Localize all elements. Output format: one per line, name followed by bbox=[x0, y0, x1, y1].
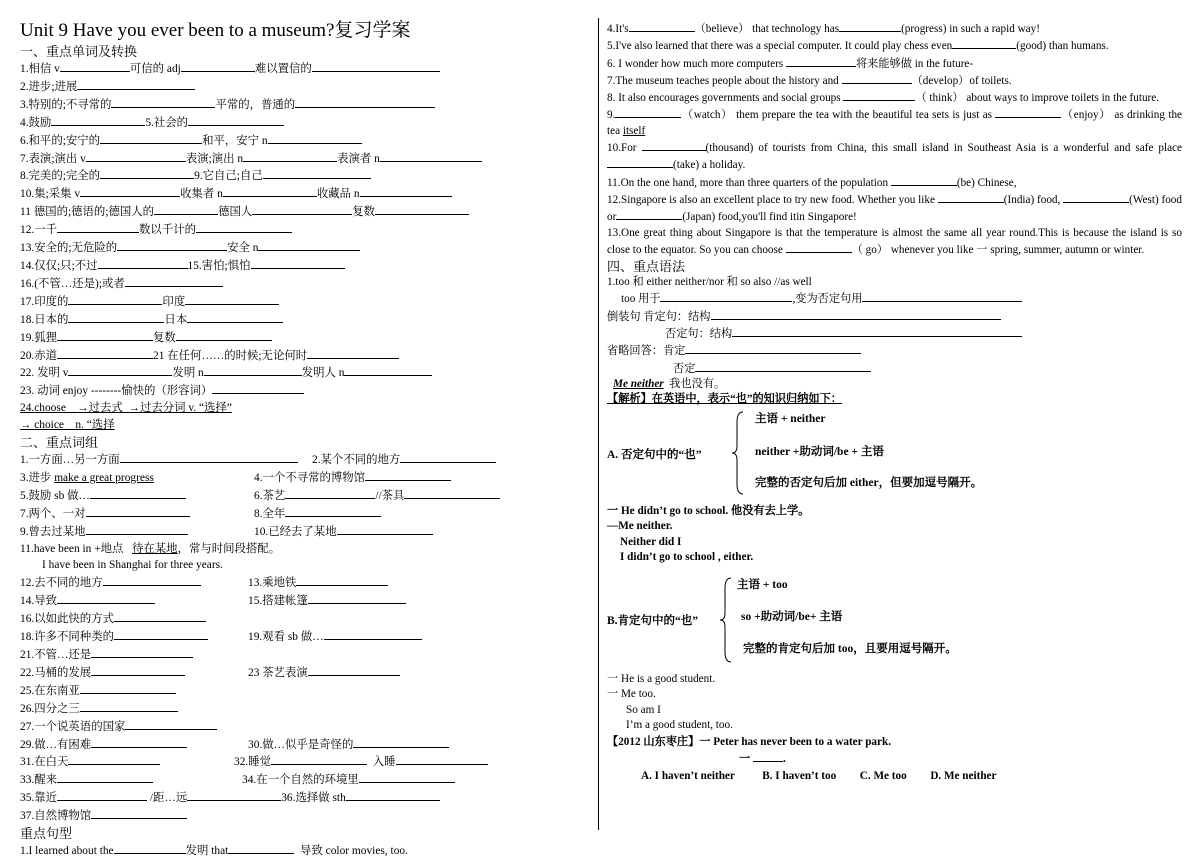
phrase-31: 31.在白天 bbox=[20, 756, 69, 769]
blank[interactable] bbox=[629, 20, 695, 32]
blank[interactable] bbox=[1063, 191, 1129, 203]
phrase-7: 7.两个、一对 bbox=[20, 507, 86, 520]
blank[interactable] bbox=[344, 364, 432, 376]
vocab-4: 4.鼓励 bbox=[20, 116, 52, 129]
blank[interactable] bbox=[204, 364, 302, 376]
blank[interactable] bbox=[711, 308, 1001, 320]
blank[interactable] bbox=[607, 156, 673, 168]
phrase-11: 11.have been in +地点 bbox=[20, 542, 124, 555]
blank[interactable] bbox=[685, 342, 861, 354]
blank[interactable] bbox=[380, 150, 482, 162]
vocab-20: 20.赤道 bbox=[20, 349, 58, 362]
blank[interactable] bbox=[337, 523, 433, 535]
neg-rule-3: 完整的否定句后加 either，但要加逗号隔开。 bbox=[755, 476, 983, 489]
blank[interactable] bbox=[100, 132, 202, 144]
blank[interactable] bbox=[91, 646, 193, 658]
grammar-inversion-negative: 否定句：结构 bbox=[665, 328, 733, 341]
phrase-34: 34.在一个自然的环境里 bbox=[242, 774, 359, 787]
blank[interactable] bbox=[842, 72, 912, 84]
blank[interactable] bbox=[80, 682, 176, 694]
section-a-block bbox=[607, 408, 1182, 502]
grammar-short-answer-positive: 省略回答：肯定 bbox=[607, 345, 686, 358]
blank[interactable] bbox=[312, 60, 440, 72]
sentence-9: 9. bbox=[607, 109, 616, 122]
vocab-16: 16.(不管…还是);或者 bbox=[20, 277, 125, 290]
blank[interactable] bbox=[77, 78, 195, 90]
blank[interactable] bbox=[68, 311, 164, 323]
sentence-10: 10.For bbox=[607, 142, 637, 155]
phrase-27: 27.一个说英语的国家 bbox=[20, 720, 126, 733]
phrase-6: 6.茶艺 bbox=[254, 489, 286, 502]
vocab-18: 18.日本的 bbox=[20, 313, 69, 326]
vocab-10: 10.集;采集 v bbox=[20, 188, 81, 201]
blank[interactable] bbox=[154, 203, 218, 215]
section-2-heading: 二、重点词组 bbox=[20, 435, 99, 451]
blank[interactable] bbox=[295, 96, 435, 108]
blank[interactable] bbox=[695, 360, 871, 372]
exam-question: 【2012 山东枣庄】一 Peter has never been to a water park. bbox=[607, 735, 892, 748]
phrase-16: 16.以如此快的方式 bbox=[20, 613, 114, 626]
blank[interactable] bbox=[251, 257, 345, 269]
blank[interactable] bbox=[360, 185, 452, 197]
blank[interactable] bbox=[98, 257, 188, 269]
pos-rule-2: so +助动词/be+ 主语 bbox=[741, 610, 843, 623]
sentence-6: 6. I wonder how much more computers bbox=[607, 57, 784, 70]
vocab-6: 6.和平的;安宁的 bbox=[20, 134, 101, 147]
blank[interactable] bbox=[400, 451, 496, 463]
neg-rule-2: neither +助动词/be + 主语 bbox=[755, 445, 884, 458]
blank[interactable] bbox=[786, 55, 856, 67]
phrase-2: 2.某个不同的地方 bbox=[312, 454, 401, 467]
brace-icon bbox=[731, 410, 745, 496]
sentence-5: 5.I've also learned that there was a special computer. It could play chess even bbox=[607, 40, 953, 53]
blank[interactable] bbox=[114, 610, 206, 622]
blank[interactable] bbox=[68, 293, 162, 305]
blank[interactable] bbox=[181, 60, 255, 72]
phrase-14: 14.导致 bbox=[20, 595, 58, 608]
blank[interactable] bbox=[86, 150, 186, 162]
pos-example-1: 一 He is a good student. bbox=[607, 672, 716, 685]
blank[interactable] bbox=[176, 329, 272, 341]
blank[interactable] bbox=[120, 451, 298, 463]
left-column: Unit 9 Have you ever been to a museum?复习学案 一、重点单词及转换 1.相信 v 可信的 adj 难以置信的 2.进步;进展 3.特别的;不寻常的 平常的，普通的 4.鼓励 5.社会的 6.和平的;安宁的 和平，安宁 n 7.表演;演出 v 表演;演出 n 表演者 n 8.完美的;完全的 9.它自己;自己 10.集;采集 v 收集者 n 收藏品 n 11 德国的;德语的;德国人的 德国人 复数 12.一千 数以千计的 13.安全的;无危险的 安全 n 14.仅仅;只;不过 15.害怕;惧怕 16.(不管…还是);或者 17.印度的 印度 18.日本的 日本 19.狐狸 复数 20.赤道 21 在任何……的时候;无论何时 22. 发明 v 发明 n 发明人 n 23. 动词 enjoy --------愉快的（形容词） 24.choose →过去式 →过去分词 v. “选择” → choice n. “选择 二、重点词组 1.一方面…另一方面 2.某个不同的地方 3.进步 make a great progress 4.一个不寻常的博物馆 5.鼓励 sb 做… 6.茶艺 //茶具 7.两个、一对 8.全年 9.曾去过某地 10.已经去了某地 11.have been in +地点 待在某地，常与时间段搭配。 I have been in Shanghai for three years. 12.去不同的地方 13.乘地铁 14.导致 15.搭建帐篷 16.以如此快的方式 18.许多不同种类的 19.观看 sb 做… 21.不管…还是 22.马桶的发展 23 茶艺表演 25.在东南亚 26.四分之三 27.一个说英语的国家 29.做…有困难 30.做…似乎是奇怪的 31.在白天 32.睡觉 入睡 33.醒来 34.在一个自然的环境里 35.靠近 /距…远 36.选择做 sth 37.自然博物馆 重点句型 1.I learned about the 发明 that 导致 color movies, too. bbox=[20, 0, 590, 860]
me-neither: Me neither bbox=[613, 377, 664, 390]
blank[interactable] bbox=[114, 842, 186, 854]
section-4-heading: 四、重点语法 bbox=[607, 259, 686, 275]
section-a-label: A. 否定句中的“也” bbox=[607, 448, 702, 461]
pos-rule-1: 主语 + too bbox=[737, 578, 788, 591]
phrase-3: 3.进步 bbox=[20, 471, 52, 484]
blank[interactable] bbox=[57, 329, 153, 341]
vocab-24b: → choice bbox=[20, 419, 64, 432]
phrase-10: 10.已经去了某地 bbox=[254, 525, 337, 538]
vocab-1: 1.相信 v bbox=[20, 63, 60, 75]
answer-blank[interactable] bbox=[753, 750, 783, 762]
blank[interactable] bbox=[57, 771, 153, 783]
blank[interactable] bbox=[862, 290, 1022, 302]
blank[interactable] bbox=[57, 592, 155, 604]
brace-icon bbox=[719, 576, 733, 664]
vocab-22: 22. 发明 v bbox=[20, 367, 69, 380]
blank[interactable] bbox=[396, 753, 488, 765]
sentence-8: 8. It also encourages governments and social groups bbox=[607, 92, 841, 105]
blank[interactable] bbox=[660, 290, 792, 302]
blank[interactable] bbox=[60, 60, 130, 72]
phrase-4: 4.一个不寻常的博物馆 bbox=[254, 471, 366, 484]
blank[interactable] bbox=[86, 505, 190, 517]
blank[interactable] bbox=[125, 275, 223, 287]
sentence-12: 12.Singapore is also an excellent place to try new food. Whether you like bbox=[607, 193, 935, 206]
vocab-14: 14.仅仅;只;不过 bbox=[20, 259, 98, 272]
blank[interactable] bbox=[375, 203, 469, 215]
sentence-4: 4.It's bbox=[607, 23, 629, 35]
option-c[interactable]: C. Me too bbox=[859, 769, 907, 782]
phrase-37: 37.自然博物馆 bbox=[20, 810, 92, 823]
grammar-1: 1.too 和 either neither/nor 和 so also //as well bbox=[607, 276, 812, 289]
grammar-short-answer-negative: 否定 bbox=[673, 362, 696, 375]
column-divider bbox=[598, 18, 599, 830]
blank[interactable] bbox=[103, 574, 201, 586]
blank[interactable] bbox=[80, 185, 180, 197]
blank[interactable] bbox=[100, 167, 194, 179]
blank[interactable] bbox=[125, 718, 217, 730]
vocab-13: 13.安全的;无危险的 bbox=[20, 242, 118, 255]
sentence-1: 1.I learned about the bbox=[20, 845, 114, 858]
sentence-7: 7.The museum teaches people about the history and bbox=[607, 74, 839, 87]
vocab-2: 2.进步;进展 bbox=[20, 80, 78, 93]
sentence-13: 13.One great thing about Singapore is that the temperature is almost the same all year round.This is because the island is so close to the equator. So you can choose bbox=[607, 226, 1182, 256]
blank[interactable] bbox=[111, 96, 215, 108]
vocab-3: 3.特别的;不寻常的 bbox=[20, 98, 112, 111]
phrase-19: 19.观看 sb 做… bbox=[248, 631, 324, 644]
blank[interactable] bbox=[952, 37, 1016, 49]
phrase-18: 18.许多不同种类的 bbox=[20, 631, 114, 644]
phrase-23: 23 茶艺表演 bbox=[248, 666, 308, 679]
blank[interactable] bbox=[296, 574, 388, 586]
phrase-22: 22.马桶的发展 bbox=[20, 666, 92, 679]
blank[interactable] bbox=[285, 505, 381, 517]
grammar-too: too 用于 bbox=[621, 293, 661, 306]
option-b[interactable]: B. I haven’t too bbox=[762, 769, 837, 782]
pos-example-4: I’m a good student, too. bbox=[626, 719, 733, 732]
phrase-9: 9.曾去过某地 bbox=[20, 525, 86, 538]
blank[interactable] bbox=[187, 789, 281, 801]
pos-example-3: So am I bbox=[626, 703, 661, 716]
blank[interactable] bbox=[839, 20, 901, 32]
blank[interactable] bbox=[57, 789, 147, 801]
phrase-33: 33.醒来 bbox=[20, 774, 58, 787]
phrase-8: 8.全年 bbox=[254, 507, 286, 520]
blank[interactable] bbox=[938, 191, 1004, 203]
blank[interactable] bbox=[228, 842, 294, 854]
blank[interactable] bbox=[786, 241, 852, 253]
blank[interactable] bbox=[68, 364, 172, 376]
vocab-24: 24.choose bbox=[20, 402, 66, 415]
phrase-11-example: I have been in Shanghai for three years. bbox=[42, 559, 223, 572]
phrase-13: 13.乘地铁 bbox=[248, 577, 297, 590]
blank[interactable] bbox=[212, 382, 304, 394]
blank[interactable] bbox=[196, 221, 292, 233]
section-3-heading: 重点句型 bbox=[20, 826, 73, 842]
blank[interactable] bbox=[843, 89, 915, 101]
section-b-block bbox=[607, 572, 1182, 668]
phrase-25: 25.在东南亚 bbox=[20, 684, 80, 697]
vocab-19: 19.狐狸 bbox=[20, 331, 58, 344]
pos-example-2: 一 Me too. bbox=[607, 688, 656, 701]
blank[interactable] bbox=[308, 664, 400, 676]
phrase-1: 1.一方面…另一方面 bbox=[20, 454, 120, 467]
vocab-12: 12.一千 bbox=[20, 224, 58, 237]
analysis-heading: 【解析】在英语中，表示“也”的知识归纳如下： bbox=[607, 393, 842, 406]
blank[interactable] bbox=[187, 311, 283, 323]
grammar-inversion-positive: 倒装句 肯定句：结构 bbox=[607, 310, 711, 323]
neg-example-2: —Me neither. bbox=[607, 520, 673, 533]
neg-rule-1: 主语 + neither bbox=[755, 412, 826, 425]
blank[interactable] bbox=[307, 347, 399, 359]
blank[interactable] bbox=[615, 106, 681, 118]
blank[interactable] bbox=[223, 185, 317, 197]
vocab-8: 8.完美的;完全的 bbox=[20, 170, 101, 183]
neg-example-4: I didn’t go to school , either. bbox=[620, 551, 754, 564]
blank[interactable] bbox=[642, 139, 706, 151]
section-b-label: B.肯定句中的“也” bbox=[607, 614, 699, 627]
phrase-26: 26.四分之三 bbox=[20, 702, 80, 715]
blank[interactable] bbox=[252, 203, 352, 215]
blank[interactable] bbox=[91, 664, 185, 676]
phrase-15: 15.搭建帐篷 bbox=[248, 595, 308, 608]
blank[interactable] bbox=[404, 487, 500, 499]
blank[interactable] bbox=[268, 132, 362, 144]
blank[interactable] bbox=[80, 700, 178, 712]
vocab-17: 17.印度的 bbox=[20, 295, 69, 308]
neg-example-3: Neither did I bbox=[620, 535, 682, 548]
phrase-21: 21.不管…还是 bbox=[20, 649, 92, 661]
blank[interactable] bbox=[117, 239, 227, 251]
right-column: 4.It's （believe） that technology has (progress) in such a rapid way! 5.I've also learned that there was a special computer. It could play chess even (good) than humans. 6. I wonder how much more computers 将来能够做 in the future- 7.The museum teaches people about the history and （develop）of toilets. 8. It also encourages governments and social groups （ think） about ways to improve toilets in the future. 9. （watch） them prepare the tea with the beautiful tea sets is just as （enjoy） as drinking the tea itself 10.For (thousand) of tourists from China, this small island in Southeast Asia is a wonderful and safe place(take) a holiday. 11.On the one hand, more than three quarters of the population (be) Chinese, 12.Singapore is also an excellent place to try new food. Whether you like (India) food, (West) food or (Japan) food,you'll find itin Singapore! 13.One great thing about Singapore is that the temperature is almost the same all year round.This is because the island is so close to the equator. So you can choose （ go） whenever you like 一 spring, summer, autumn or winter. 四、重点语法 1.too 和 either neither/nor 和 so also //as well too 用于 ,变为否定句用 倒装句 肯定句：结构 否定句：结构 省略回答：肯定 否定 Me neither 我也没有。 【解析】在英语中，表示“也”的知识归纳如下： A. 否定句中的“也” 主语 + neither neither +助动词/be + 主语 完整的否定句后加 either，但要加逗号隔开。 一 He didn’t go to school. 他没有去上学。 —Me neither. Neither did I I didn’t go to school , either. B.肯定句中的“也” 主语 + too so +助动词/be+ 主语 完整的肯定句后加 too，且要用逗号隔开。 一 He is a good student. 一 Me too. So am I I’m a good student, too. 【2012 山东枣庄】一 Peter has never been to a water park. 一 . A. I haven’t neither B. I haven’t too C. Me too D. Me neither bbox=[607, 20, 1182, 785]
phrase-30: 30.做…似乎是奇怪的 bbox=[248, 738, 354, 751]
phrase-36: 36.选择做 sth bbox=[281, 792, 346, 805]
section-1-heading: 一、重点单词及转换 bbox=[20, 44, 138, 59]
blank[interactable] bbox=[285, 487, 375, 499]
blank[interactable] bbox=[308, 592, 406, 604]
blank[interactable] bbox=[365, 469, 451, 481]
neg-example-1: 一 He didn’t go to school. 他没有去上学。 bbox=[607, 504, 810, 517]
phrase-5: 5.鼓励 sb 做… bbox=[20, 489, 90, 502]
vocab-23: 23. 动词 enjoy --------愉快的（形容词） bbox=[20, 385, 213, 398]
blank[interactable] bbox=[51, 114, 145, 126]
blank[interactable] bbox=[91, 736, 187, 748]
blank[interactable] bbox=[732, 325, 1022, 337]
blank[interactable] bbox=[258, 239, 360, 251]
blank[interactable] bbox=[90, 487, 186, 499]
blank[interactable] bbox=[271, 753, 367, 765]
blank[interactable] bbox=[891, 174, 957, 186]
blank[interactable] bbox=[57, 221, 139, 233]
exam-blank-dash: 一 bbox=[739, 752, 751, 765]
blank[interactable] bbox=[353, 736, 449, 748]
option-a[interactable]: A. I haven’t neither bbox=[641, 769, 735, 782]
pos-rule-3: 完整的肯定句后加 too，且要用逗号隔开。 bbox=[743, 642, 957, 655]
blank[interactable] bbox=[346, 789, 440, 801]
blank[interactable] bbox=[91, 807, 187, 819]
blank[interactable] bbox=[188, 114, 284, 126]
blank[interactable] bbox=[263, 167, 371, 179]
blank[interactable] bbox=[185, 293, 279, 305]
blank[interactable] bbox=[324, 628, 422, 640]
page-title: Unit 9 Have you ever been to a museum?复习学案 bbox=[20, 20, 411, 41]
blank[interactable] bbox=[995, 106, 1061, 118]
blank[interactable] bbox=[359, 771, 455, 783]
phrase-29: 29.做…有困难 bbox=[20, 738, 92, 751]
phrase-32: 32.睡觉 bbox=[234, 756, 272, 769]
vocab-11: 11 德国的;德语的;德国人的 bbox=[20, 206, 155, 219]
sentence-11: 11.On the one hand, more than three quarters of the population bbox=[607, 176, 889, 189]
blank[interactable] bbox=[86, 523, 188, 535]
phrase-12: 12.去不同的地方 bbox=[20, 577, 103, 590]
option-d[interactable]: D. Me neither bbox=[930, 769, 997, 782]
vocab-7: 7.表演;演出 v bbox=[20, 152, 86, 165]
blank[interactable] bbox=[243, 150, 337, 162]
blank[interactable] bbox=[114, 628, 208, 640]
blank[interactable] bbox=[616, 208, 682, 220]
phrase-35: 35.靠近 bbox=[20, 792, 58, 805]
blank[interactable] bbox=[68, 753, 160, 765]
blank[interactable] bbox=[57, 347, 153, 359]
